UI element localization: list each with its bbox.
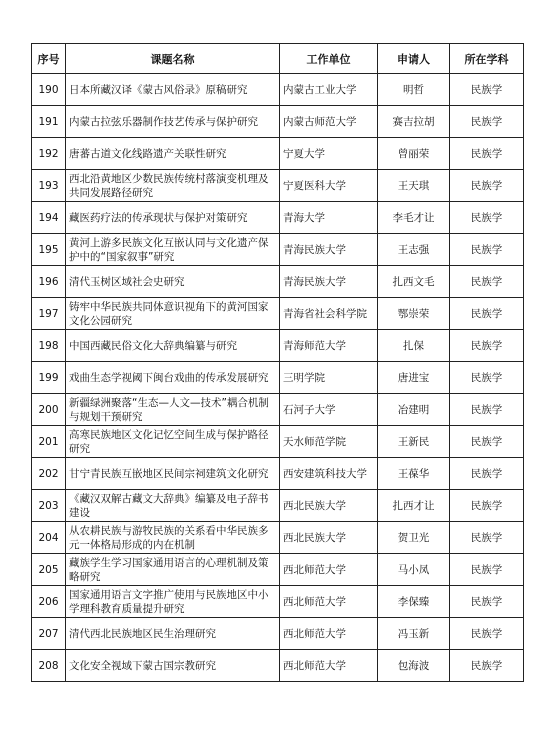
cell-person: 王志强 — [378, 234, 450, 266]
cell-person: 马小凤 — [378, 554, 450, 586]
table-row — [32, 362, 524, 394]
project-list-table — [31, 43, 524, 682]
table-row — [32, 522, 524, 554]
cell-person: 扎保 — [378, 330, 450, 362]
cell-person: 赛吉拉胡 — [378, 106, 450, 138]
table-row — [32, 618, 524, 650]
cell-person: 包海波 — [378, 650, 450, 682]
cell-num: 191 — [32, 106, 66, 138]
cell-unit: 青海大学 — [280, 202, 378, 234]
table-row — [32, 330, 524, 362]
cell-unit: 宁夏大学 — [280, 138, 378, 170]
cell-num: 194 — [32, 202, 66, 234]
cell-subject: 民族学 — [450, 298, 524, 330]
cell-subject: 民族学 — [450, 586, 524, 618]
cell-unit: 石河子大学 — [280, 394, 378, 426]
cell-title: 文化安全视域下蒙古国宗教研究 — [66, 650, 280, 682]
table-row — [32, 554, 524, 586]
cell-person: 扎西文毛 — [378, 266, 450, 298]
cell-num: 203 — [32, 490, 66, 522]
table-row — [32, 458, 524, 490]
header-num: 序号 — [32, 44, 66, 74]
cell-num: 208 — [32, 650, 66, 682]
cell-num: 204 — [32, 522, 66, 554]
cell-subject: 民族学 — [450, 554, 524, 586]
cell-subject: 民族学 — [450, 618, 524, 650]
cell-num: 190 — [32, 74, 66, 106]
table-row — [32, 202, 524, 234]
cell-unit: 西北民族大学 — [280, 490, 378, 522]
cell-unit: 西北师范大学 — [280, 586, 378, 618]
cell-person: 唐进宝 — [378, 362, 450, 394]
cell-title: 藏医药疗法的传承现状与保护对策研究 — [66, 202, 280, 234]
cell-title: 《藏汉双解古藏文大辞典》编纂及电子辞书建设 — [66, 490, 280, 522]
table-row — [32, 106, 524, 138]
cell-title: 甘宁青民族互嵌地区民间宗祠建筑文化研究 — [66, 458, 280, 490]
cell-num: 206 — [32, 586, 66, 618]
cell-person: 鄂崇荣 — [378, 298, 450, 330]
cell-num: 200 — [32, 394, 66, 426]
cell-unit: 西北师范大学 — [280, 618, 378, 650]
cell-unit: 西安建筑科技大学 — [280, 458, 378, 490]
cell-subject: 民族学 — [450, 74, 524, 106]
cell-subject: 民族学 — [450, 458, 524, 490]
cell-person: 明哲 — [378, 74, 450, 106]
cell-subject: 民族学 — [450, 330, 524, 362]
cell-unit: 三明学院 — [280, 362, 378, 394]
cell-title: 铸牢中华民族共同体意识视角下的黄河国家文化公园研究 — [66, 298, 280, 330]
table-row — [32, 266, 524, 298]
cell-person: 王葆华 — [378, 458, 450, 490]
header-title: 课题名称 — [66, 44, 280, 74]
cell-unit: 西北师范大学 — [280, 554, 378, 586]
cell-title: 中国西藏民俗文化大辞典编纂与研究 — [66, 330, 280, 362]
cell-num: 195 — [32, 234, 66, 266]
cell-subject: 民族学 — [450, 106, 524, 138]
cell-subject: 民族学 — [450, 234, 524, 266]
cell-num: 197 — [32, 298, 66, 330]
header-subject: 所在学科 — [450, 44, 524, 74]
table-header — [32, 44, 524, 74]
cell-subject: 民族学 — [450, 266, 524, 298]
cell-title: 清代西北民族地区民生治理研究 — [66, 618, 280, 650]
cell-unit: 青海师范大学 — [280, 330, 378, 362]
cell-num: 205 — [32, 554, 66, 586]
table-row — [32, 234, 524, 266]
cell-num: 199 — [32, 362, 66, 394]
cell-unit: 青海民族大学 — [280, 234, 378, 266]
cell-unit: 青海民族大学 — [280, 266, 378, 298]
table-row — [32, 586, 524, 618]
header-person: 申请人 — [378, 44, 450, 74]
cell-person: 冶建明 — [378, 394, 450, 426]
cell-num: 198 — [32, 330, 66, 362]
cell-person: 扎西才让 — [378, 490, 450, 522]
table-row — [32, 170, 524, 202]
cell-person: 王新民 — [378, 426, 450, 458]
cell-num: 202 — [32, 458, 66, 490]
table-body — [32, 74, 524, 682]
cell-person: 王天琪 — [378, 170, 450, 202]
cell-title: 国家通用语言文字推广使用与民族地区中小学理科教育质量提升研究 — [66, 586, 280, 618]
cell-num: 201 — [32, 426, 66, 458]
cell-title: 西北沿黄地区少数民族传统村落演变机理及共同发展路径研究 — [66, 170, 280, 202]
header-unit: 工作单位 — [280, 44, 378, 74]
cell-title: 黄河上游多民族文化互嵌认同与文化遗产保护中的“国家叙事”研究 — [66, 234, 280, 266]
cell-subject: 民族学 — [450, 426, 524, 458]
cell-subject: 民族学 — [450, 394, 524, 426]
cell-subject: 民族学 — [450, 490, 524, 522]
cell-unit: 西北师范大学 — [280, 650, 378, 682]
cell-subject: 民族学 — [450, 522, 524, 554]
cell-title: 唐蕃古道文化线路遗产关联性研究 — [66, 138, 280, 170]
cell-person: 冯玉新 — [378, 618, 450, 650]
table-row — [32, 74, 524, 106]
cell-num: 207 — [32, 618, 66, 650]
cell-unit: 青海省社会科学院 — [280, 298, 378, 330]
cell-num: 196 — [32, 266, 66, 298]
cell-title: 藏族学生学习国家通用语言的心理机制及策略研究 — [66, 554, 280, 586]
cell-person: 李保臻 — [378, 586, 450, 618]
cell-title: 清代玉树区域社会史研究 — [66, 266, 280, 298]
cell-unit: 天水师范学院 — [280, 426, 378, 458]
cell-subject: 民族学 — [450, 138, 524, 170]
cell-title: 日本所藏汉译《蒙古风俗录》原稿研究 — [66, 74, 280, 106]
cell-person: 李毛才让 — [378, 202, 450, 234]
cell-title: 高寒民族地区文化记忆空间生成与保护路径研究 — [66, 426, 280, 458]
cell-num: 193 — [32, 170, 66, 202]
cell-person: 曾丽荣 — [378, 138, 450, 170]
table-row — [32, 426, 524, 458]
cell-subject: 民族学 — [450, 170, 524, 202]
cell-num: 192 — [32, 138, 66, 170]
table-row — [32, 650, 524, 682]
cell-subject: 民族学 — [450, 202, 524, 234]
header-row — [32, 44, 524, 74]
cell-unit: 宁夏医科大学 — [280, 170, 378, 202]
cell-unit: 内蒙古师范大学 — [280, 106, 378, 138]
table-row — [32, 298, 524, 330]
cell-title: 新疆绿洲聚落“生态—人文—技术”耦合机制与规划干预研究 — [66, 394, 280, 426]
cell-unit: 内蒙古工业大学 — [280, 74, 378, 106]
cell-title: 戏曲生态学视阈下闽台戏曲的传承发展研究 — [66, 362, 280, 394]
cell-title: 内蒙古拉弦乐器制作技艺传承与保护研究 — [66, 106, 280, 138]
cell-unit: 西北民族大学 — [280, 522, 378, 554]
cell-subject: 民族学 — [450, 362, 524, 394]
cell-subject: 民族学 — [450, 650, 524, 682]
table-row — [32, 138, 524, 170]
cell-title: 从农耕民族与游牧民族的关系看中华民族多元一体格局形成的内在机制 — [66, 522, 280, 554]
table-row — [32, 394, 524, 426]
cell-person: 贺卫光 — [378, 522, 450, 554]
table-row — [32, 490, 524, 522]
